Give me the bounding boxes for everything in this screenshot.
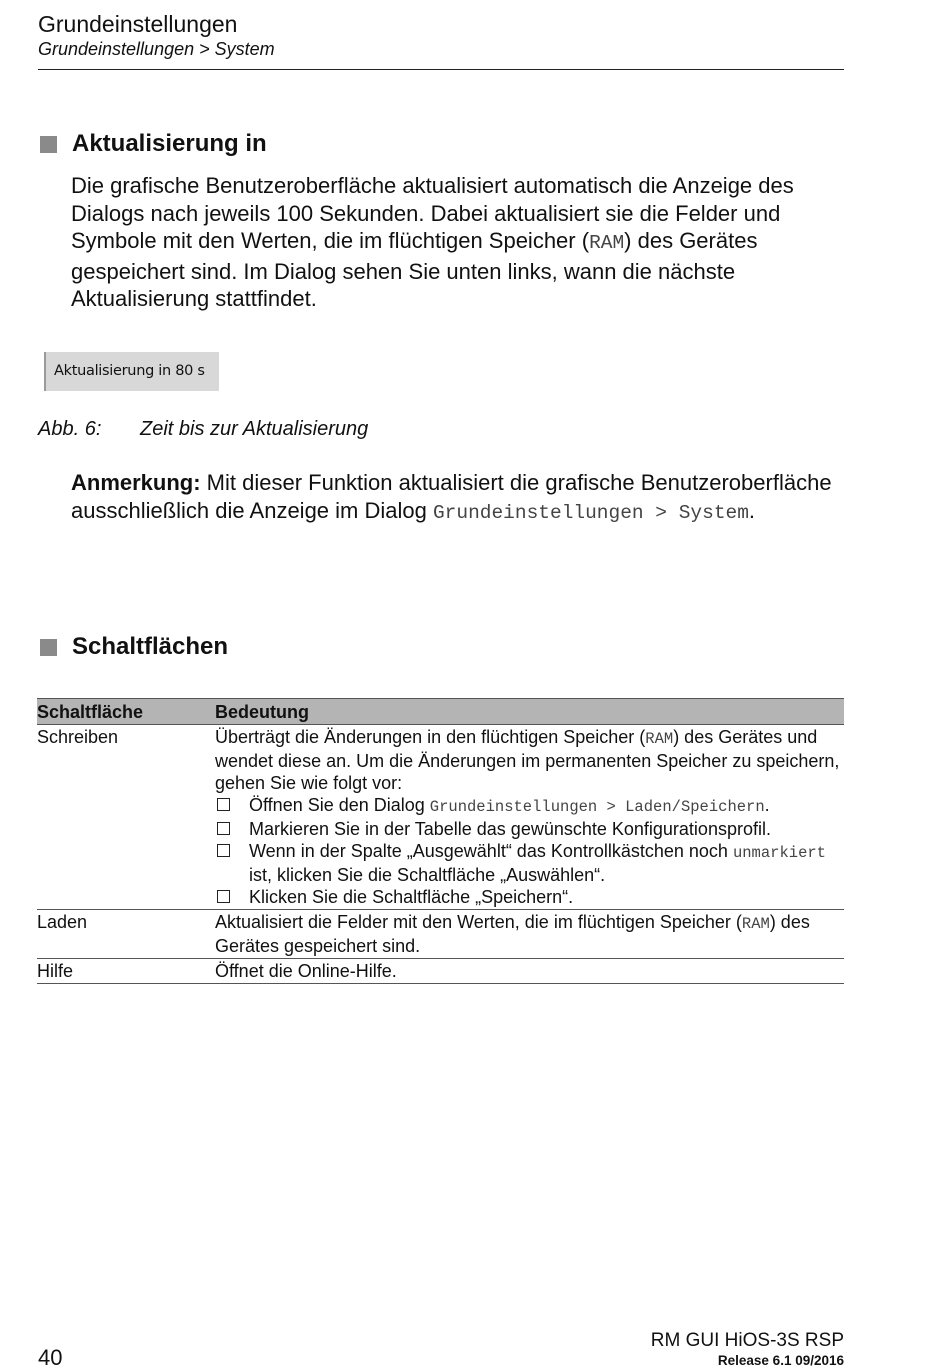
page-number: 40 [38, 1345, 63, 1370]
ram-code: RAM [645, 730, 674, 748]
schreiben-intro: Überträgt die Änderungen in den flüchtigen Speicher (RAM) des Gerätes und wendet diese an. Um die Änderungen im permanenten Speicher zu speichern, gehen Sie wie folgt vor: [215, 727, 840, 793]
button-desc-hilfe: Öffnet die Online-Hilfe. [215, 959, 844, 984]
list-item: Wenn in der Spalte „Ausgewählt“ das Kontrollkästchen noch unmarkiert ist, klicken Sie die Schaltfläche „Auswählen“. [215, 840, 844, 886]
button-name-hilfe: Hilfe [37, 959, 215, 984]
button-name-laden: Laden [37, 910, 215, 959]
caption-label: Abb. 6: [38, 418, 102, 440]
note-label: Anmerkung: [71, 470, 201, 495]
buttons-table [37, 698, 844, 984]
state-code: unmarkiert [732, 844, 826, 862]
note-end: . [748, 497, 756, 523]
status-bar-figure: Aktualisierung in 80 s [44, 352, 219, 391]
breadcrumb: Grundeinstellungen > System [38, 39, 275, 59]
table-row [37, 725, 844, 910]
aktualisierung-paragraph [71, 172, 846, 313]
square-bullet-icon [40, 639, 57, 656]
page-header-title: Grundeinstellungen [38, 11, 238, 37]
square-bullet-icon [40, 136, 57, 153]
footer-doc-title: RM GUI HiOS-3S RSP [650, 1330, 844, 1351]
list-item: Öffnen Sie den Dialog Grundeinstellungen > Laden/Speichern. [215, 794, 844, 818]
note-text: Mit dieser Funktion aktualisiert die grafische Benutzeroberfläche ausschließlich die Anzeige im Dialog [71, 470, 832, 523]
table-row [37, 910, 844, 959]
section-title: Schaltflächen [72, 633, 229, 660]
section-heading-aktualisierung [40, 130, 267, 158]
table-header-row [37, 699, 844, 725]
column-header-bedeutung: Bedeutung [215, 699, 844, 725]
section-heading-schaltflaechen [40, 633, 228, 661]
dialog-path-code: Grundeinstellungen > System [432, 501, 749, 524]
button-desc-laden: Aktualisiert die Felder mit den Werten, die im flüchtigen Speicher (RAM) des Gerätes gespeichert sind. [215, 910, 844, 959]
table-row [37, 959, 844, 984]
section-title: Aktualisierung in [72, 130, 267, 157]
button-name-schreiben: Schreiben [37, 725, 215, 910]
steps-list [215, 794, 844, 908]
footer-release: Release 6.1 09/2016 [717, 1353, 844, 1368]
ram-code: RAM [741, 915, 770, 933]
paragraph-text: Die grafische Benutzeroberfläche aktualisiert automatisch die Anzeige des Dialogs nach jeweils 100 Sekunden. Dabei aktualisiert sie die Felder und Symbole mit den Werten, die im flüchtigen Speicher ( [71, 173, 794, 253]
list-item: Klicken Sie die Schaltfläche „Speichern“. [215, 886, 844, 908]
column-header-schaltflaeche: Schaltfläche [37, 699, 215, 725]
paragraph-text: ) des Gerätes gespeichert sind. Im Dialog sehen Sie unten links, wann die nächste Aktualisierung stattfindet. [71, 228, 758, 311]
dialog-path-code: Grundeinstellungen > Laden/Speichern [429, 798, 765, 816]
caption-text: Zeit bis zur Aktualisierung [140, 418, 369, 440]
note-paragraph [71, 469, 846, 527]
button-desc-schreiben [215, 725, 844, 910]
list-item: Markieren Sie in der Tabelle das gewünschte Konfigurationsprofil. [215, 818, 844, 840]
ram-code: RAM [589, 232, 625, 254]
header-divider [38, 69, 844, 70]
